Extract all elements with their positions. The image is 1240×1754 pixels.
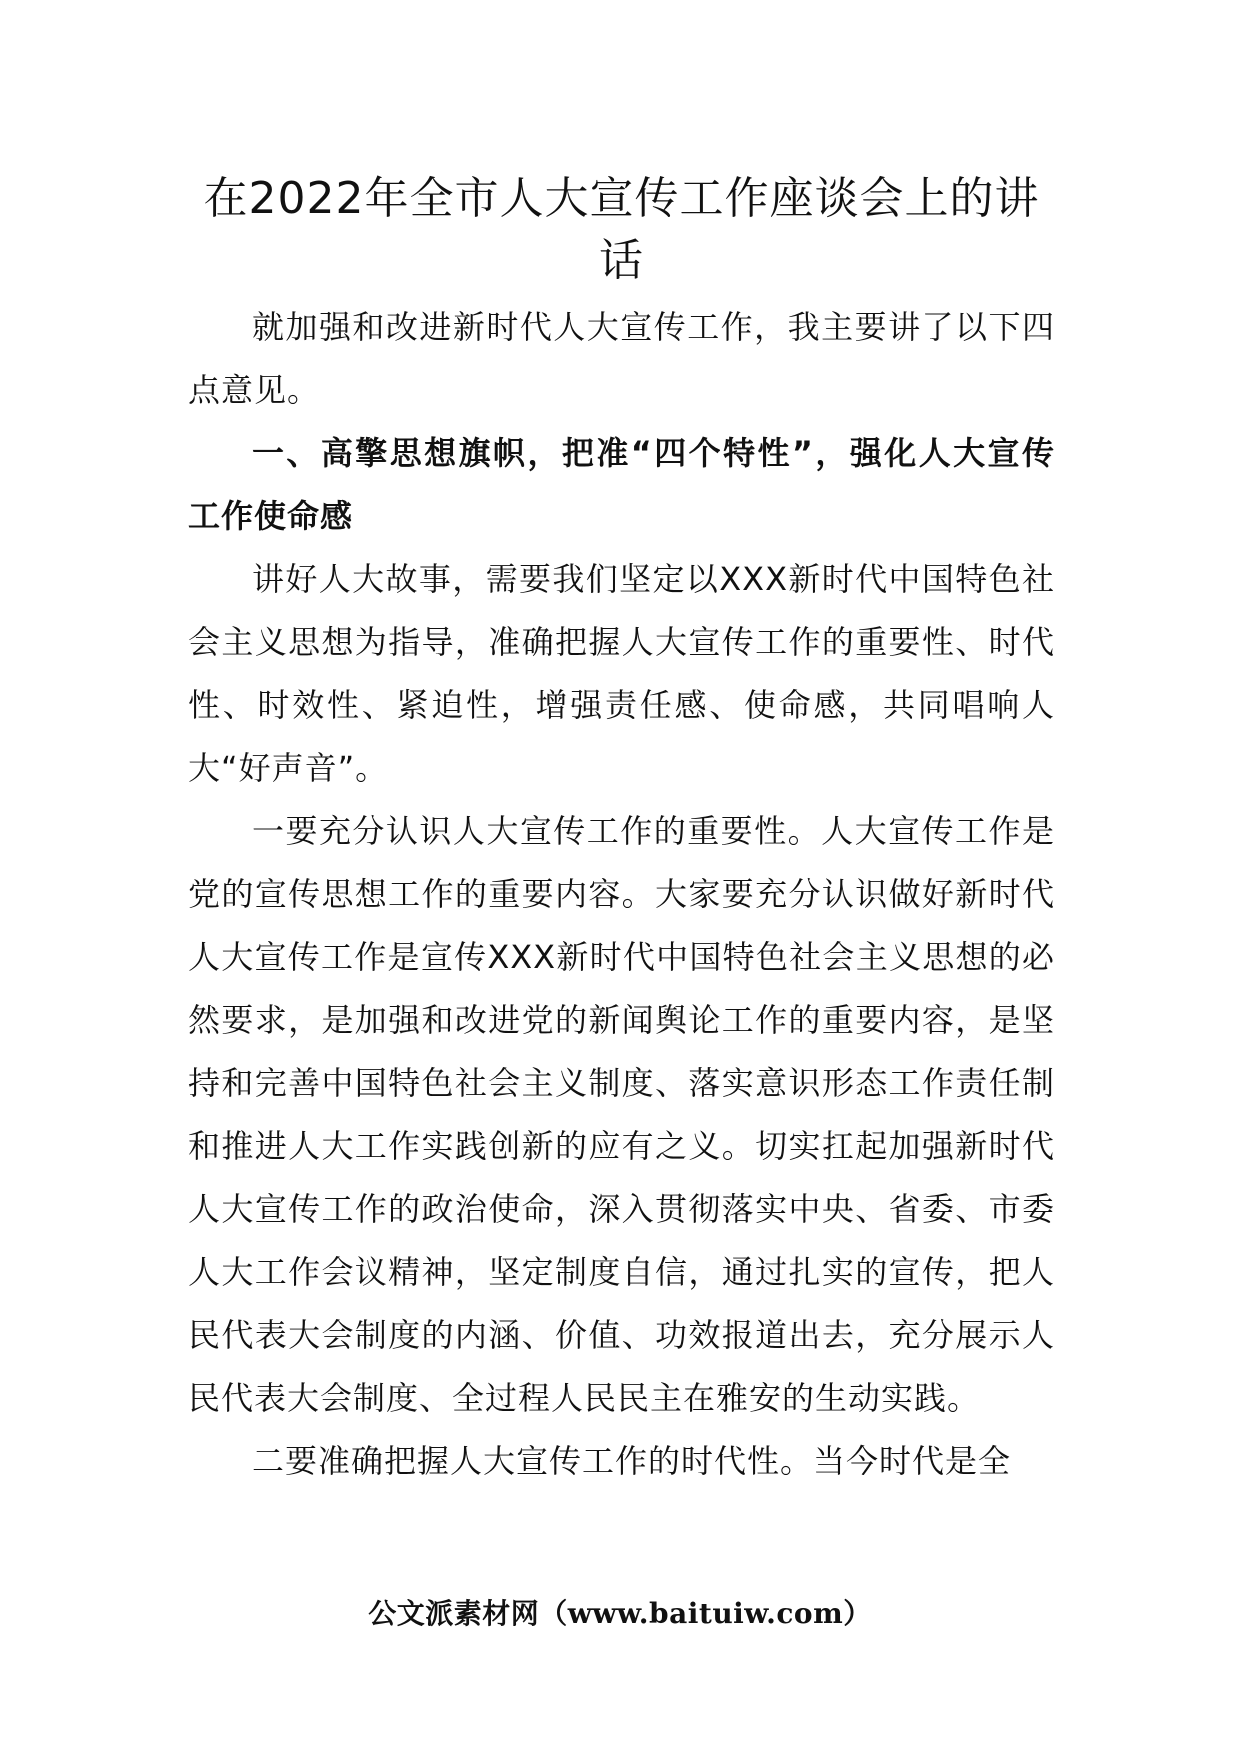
intro-paragraph: 就加强和改进新时代人大宣传工作，我主要讲了以下四点意见。 [188, 308, 1055, 409]
footer-watermark: 公文派素材网（www.baituiw.com） [368, 1597, 872, 1630]
section-heading: 一、高擎思想旗帜，把准“四个特性”，强化人大宣传工作使命感 [188, 434, 1055, 535]
body-paragraph: 一要充分认识人大宣传工作的重要性。人大宣传工作是党的宣传思想工作的重要内容。大家要充分认识做好新时代人大宣传工作是宣传XXX新时代中国特色社会主义思想的必然要求，是加强和改进党的新闻舆论工作的重要内容，是坚持和完善中国特色社会主义制度、落实意识形态工作责任制和推进人大工作实践创新的应有之义。切实扛起加强新时代人大宣传工作的政治使命，深入贯彻落实中央、省委、市委人大工作会议精神，坚定制度自信，通过扎实的宣传，把人民代表大会制度的内涵、价值、功效报道出去，充分展示人民代表大会制度、全过程人民民主在雅安的生动实践。 [188, 812, 1055, 1417]
body-paragraph: 讲好人大故事，需要我们坚定以XXX新时代中国特色社会主义思想为指导，准确把握人大宣传工作的重要性、时代性、时效性、紧迫性，增强责任感、使命感，共同唱响人大“好声音”。 [188, 560, 1055, 787]
document-title: 在2022年全市人大宣传工作座谈会上的讲话 [203, 173, 1040, 286]
body-paragraph: 二要准确把握人大宣传工作的时代性。当今时代是全 [252, 1442, 1012, 1480]
